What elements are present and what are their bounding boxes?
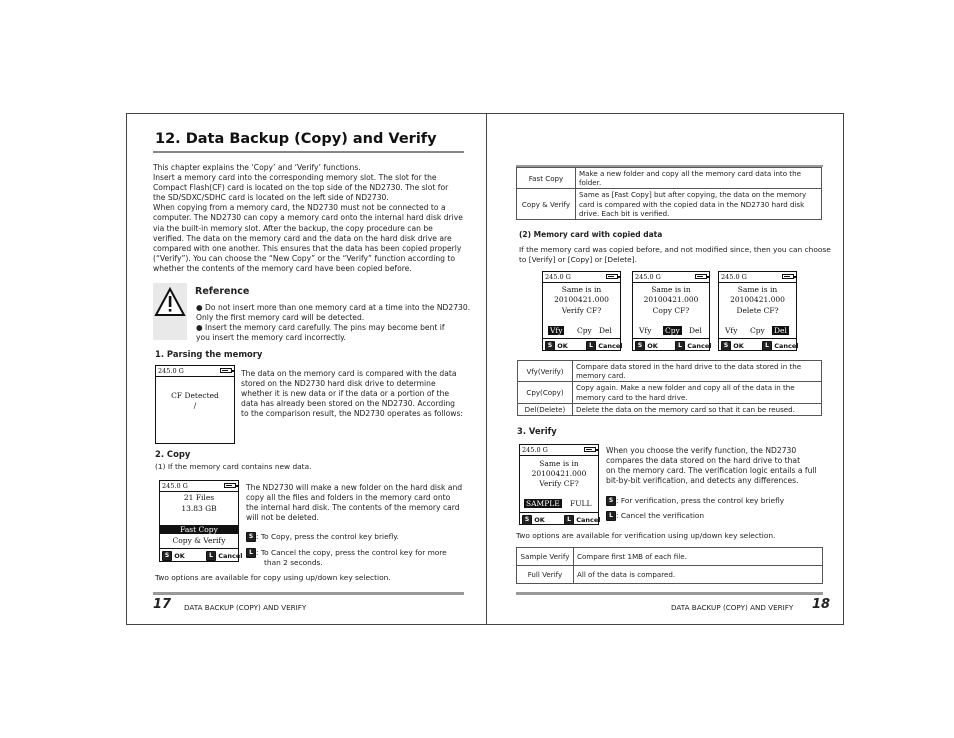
cancel-softkey: L Cancel [675,341,712,351]
parsing-heading: 1. Parsing the memory [155,349,263,359]
copied-text-2: to [Verify] or [Copy] or [Delete]. [519,255,637,264]
s-key-icon: S [522,515,532,525]
table-row: Sample Verify Compare first 1MB of each file. [517,548,823,566]
lcd-parsing: 245.0 G CF Detected / [155,365,235,444]
copy-options-note: Two options are available for copy using up/down key selection. [155,573,391,582]
cancel-softkey: L Cancel [762,341,799,351]
footer-rule-left [153,592,464,595]
cancel-softkey: L Cancel [586,341,623,351]
l-key-icon: L [586,341,596,351]
table-row: Copy & Verify Same as [Fast Copy] but after copying, the data on the memory card is compared with the copied data in the ND2730 hard disk drive. Each bit is verified. [517,189,822,220]
page-number-right: 18 [812,597,831,612]
ok-softkey: S OK [545,341,568,351]
battery-icon [224,483,236,488]
verify-options-note: Two options are available for verification using up/down key selection. [516,531,776,540]
footer-text-left: DATA BACKUP (COPY) AND VERIFY [184,603,307,612]
table-row: Del(Delete) Delete the data on the memory card so that it can be reused. [518,403,822,415]
s-key-icon: S [246,532,256,542]
verify-heading: 3. Verify [517,426,557,436]
footer-text-right: DATA BACKUP (COPY) AND VERIFY [671,603,794,612]
reference-list: ● Do not insert more than one memory card at a time into the ND2730. Only the first memory card will be detected. ● Insert the memory card carefully. The pins may become bent if you insert the memory card incorrectly. [196,303,471,343]
page-title: 12. Data Backup (Copy) and Verify [155,131,437,147]
footer-rule-right [516,592,823,595]
l-key-icon: L [246,548,256,558]
ok-softkey: S OK [522,515,545,525]
warning-icon [153,283,187,340]
battery-icon [584,447,596,452]
table-row: Cpy(Copy) Copy again. Make a new folder and copy all of the data in the memory card to the hard drive. [518,382,822,403]
verify-copy-delete-table [517,360,822,416]
s-key-icon: S [635,341,645,351]
table-row: Full Verify All of the data is compared. [517,566,823,584]
verify-options-table [516,547,823,584]
s-key-icon: S [606,496,616,506]
copy-heading: 2. Copy [155,449,191,459]
copy-options-table [516,167,822,220]
copied-text: If the memory card was copied before, and not modified since, then you can choose [519,245,831,254]
l-key-icon: L [675,341,685,351]
battery-icon [220,368,232,373]
battery-icon [782,274,794,279]
copied-heading: (2) Memory card with copied data [519,230,663,239]
s-key-icon: S [545,341,555,351]
ok-softkey: S OK [635,341,658,351]
s-key-icon: S [162,551,172,561]
l-key-icon: L [762,341,772,351]
page-number-left: 17 [153,597,172,612]
page-divider [486,113,487,625]
cancel-softkey: L Cancel [206,551,243,561]
verify-note-s: S : For verification, press the control key briefly [606,496,784,506]
ok-softkey: S OK [162,551,185,561]
ok-softkey: S OK [721,341,744,351]
title-rule [153,151,464,153]
l-key-icon: L [564,515,574,525]
copy-note-l: L : To Cancel the copy, press the control key for more [246,548,447,558]
copy-sub: (1) If the memory card contains new data. [155,462,312,471]
copy-text: The ND2730 will make a new folder on the hard disk and copy all the files and folders in the memory card onto the internal hard disk. The contents of the memory card will not be deleted. [246,483,463,523]
intro-text: This chapter explains the ‘Copy’ and ‘Verify’ functions. Insert a memory card into the corresponding memory slot. The slot for the Compact Flash(CF) card is located on the top side of the ND2730. The slot for the SD/SDXC/SDHC card is located on the left side of ND2730. When copying from a memory card, the ND2730 must not be connected to a computer. The ND2730 can copy a memory card onto the internal hard disk drive via the built-in memory slot. After the backup, the copy procedure can be verified. The data on the memory card and the data on the hard disk drive are compared with one another. This ensures that the data has been copied properly (“Verify”). You can choose the “New Copy” or the “Verify” function according to whether the contents of the memory card have been copied before. [153,163,463,273]
warning-box [153,283,187,340]
lcd-delete-cf: 245.0 G Same is in 20100421.000 Delete CF? Vfy Cpy Del S OK L Cancel [718,271,797,351]
l-key-icon: L [206,551,216,561]
lcd-verify-cf: 245.0 G Same is in 20100421.000 Verify CF? Vfy Cpy Del S OK L Cancel [542,271,621,351]
battery-icon [606,274,618,279]
verify-note-l: L : Cancel the verification [606,511,704,521]
battery-icon [695,274,707,279]
parsing-text: The data on the memory card is compared with the data stored on the ND2730 hard disk drive to determine whether it is new data or if the data or a portion of the data has already been stored on the ND2730. According to the comparison result, the ND2730 operates as follows: [241,369,463,419]
cancel-softkey: L Cancel [564,515,601,525]
lcd-copy: 245.0 G 21 Files 13.83 GB Fast Copy Copy & Verify S OK L Cancel [159,480,239,562]
reference-heading: Reference [195,286,250,297]
copy-note-l-cont: than 2 seconds. [264,558,323,567]
lcd-copy-cf: 245.0 G Same is in 20100421.000 Copy CF? Vfy Cpy Del S OK L Cancel [632,271,710,351]
lcd-verify: 245.0 G Same is in 20100421.000 Verify CF? SAMPLE FULL S OK L Cancel [519,444,599,525]
table-row: Fast Copy Make a new folder and copy all the memory card data into the folder. [517,168,822,189]
verify-text: When you choose the verify function, the ND2730 compares the data stored on the hard drive to that on the memory card. The verification logic entails a full bit-by-bit verification, and detects any differences. [606,446,817,486]
l-key-icon: L [606,511,616,521]
copy-note-s: S : To Copy, press the control key briefly. [246,532,399,542]
s-key-icon: S [721,341,731,351]
table-row: Vfy(Verify) Compare data stored in the hard drive to the data stored in the memory card. [518,361,822,382]
